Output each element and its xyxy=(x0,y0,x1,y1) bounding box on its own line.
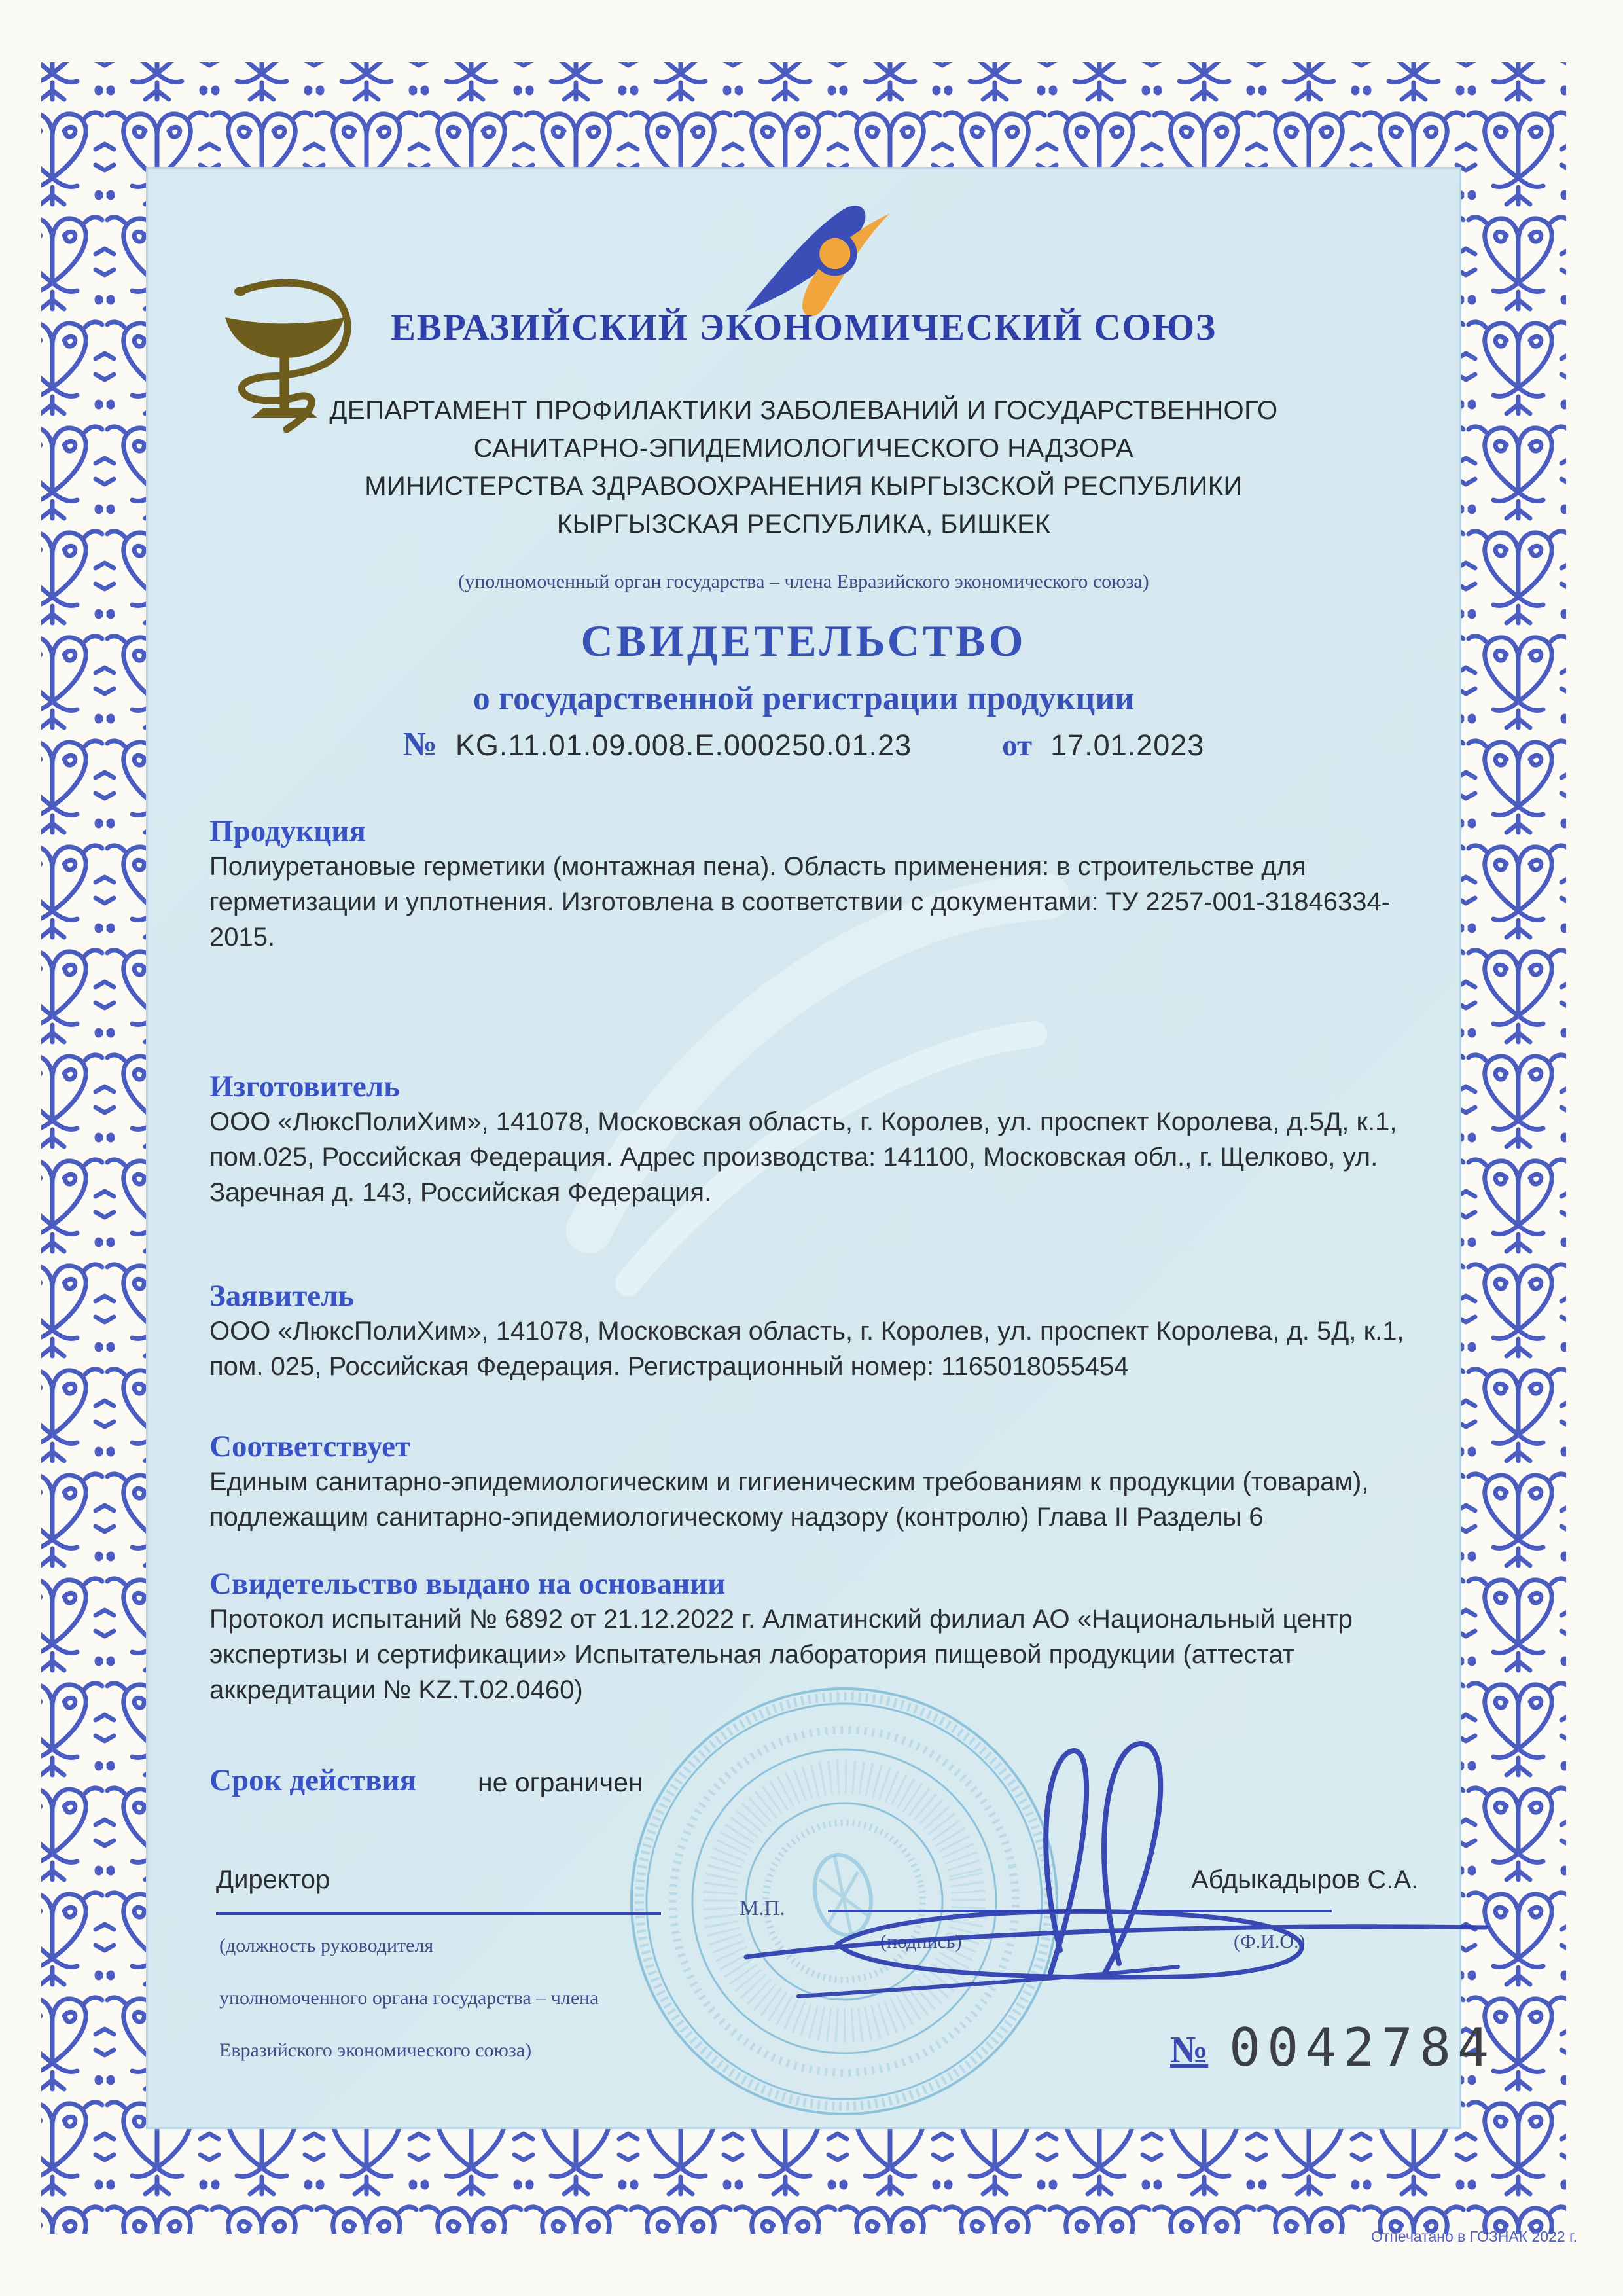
printer-note: Отпечатано в ГОЗНАК 2022 г. xyxy=(1371,2228,1577,2245)
position-note-line: Евразийского экономического союза) xyxy=(219,2039,532,2061)
certificate-date: 17.01.2023 xyxy=(1050,728,1205,762)
section-body: ООО «ЛюксПолиХим», 141078, Московская область, г. Королев, ул. проспект Королева, д. 5Д, к.1, пом. 025, Российская Федерация. Регистрационный номер: 1165018055454 xyxy=(209,1317,1404,1381)
section-heading: Продукция xyxy=(209,814,366,848)
section-compliance xyxy=(209,1429,1450,1535)
section-heading: Соответствует xyxy=(209,1429,411,1463)
section-heading: Свидетельство выдано на основании xyxy=(209,1567,726,1601)
signatory-name: Абдыкадыров С.А. xyxy=(1191,1865,1419,1894)
department-line: КЫРГЫЗСКАЯ РЕСПУБЛИКА, БИШКЕК xyxy=(556,510,1051,539)
number-symbol: № xyxy=(402,726,437,763)
department-line: МИНИСТЕРСТВА ЗДРАВООХРАНЕНИЯ КЫРГЫЗСКОЙ РЕСПУБЛИКИ xyxy=(365,472,1243,501)
section-body: Полиуретановые герметики (монтажная пена). Область применения: в строительстве для герметизации и уплотнения. Изготовлена в соответствии с документами: ТУ 2257-001-31846334-2015. xyxy=(209,852,1391,952)
position-note-line: (должность руководителя xyxy=(219,1935,434,1956)
position-underline xyxy=(216,1912,661,1915)
serial-number: 0042784 xyxy=(1229,2017,1496,2078)
position-note-line: уполномоченного органа государства – члена xyxy=(219,1987,599,2009)
eaeu-logo-icon xyxy=(733,187,897,321)
position-label: Директор xyxy=(216,1865,330,1894)
validity-value: не ограничен xyxy=(478,1767,643,1797)
section-body: ООО «ЛюксПолиХим», 141078, Московская область, г. Королев, ул. проспект Королева, д.5Д, к.1, пом.025, Российская Федерация. Адрес производства: 141100, Московская обл., г. Щелково, ул. Заречная д. 143, Российская Федерация. xyxy=(209,1107,1397,1207)
department-line: САНИТАРНО-ЭПИДЕМИОЛОГИЧЕСКОГО НАДЗОРА xyxy=(473,434,1134,463)
section-basis xyxy=(209,1566,1450,1708)
section-heading: Изготовитель xyxy=(209,1069,400,1103)
certificate-number-row xyxy=(146,725,1461,764)
section-body: Единым санитарно-эпидемиологическим и гигиеническим требованиям к продукции (товарам), подлежащим санитарно-эпидемиологическому надзору (контролю) Глава II Разделы 6 xyxy=(209,1467,1369,1532)
name-note: (Ф.И.О.) xyxy=(1234,1931,1306,1952)
section-product xyxy=(209,814,1450,955)
date-label: от xyxy=(1002,728,1033,762)
section-applicant xyxy=(209,1278,1450,1384)
stamp-place-abbr: М.П. xyxy=(740,1897,785,1920)
certificate-number: KG.11.01.09.008.Е.000250.01.23 xyxy=(455,728,912,762)
department-line: ДЕПАРТАМЕНТ ПРОФИЛАКТИКИ ЗАБОЛЕВАНИЙ И ГОСУДАРСТВЕННОГО xyxy=(329,396,1278,425)
section-heading: Заявитель xyxy=(209,1279,355,1313)
section-body: Протокол испытаний № 6892 от 21.12.2022 г. Алматинский филиал АО «Национальный центр экспертизы и сертификации» Испытательная лаборатория пищевой продукции (аттестат аккредитации № KZ.Т.02.0460) xyxy=(209,1605,1353,1704)
union-title: ЕВРАЗИЙСКИЙ ЭКОНОМИЧЕСКИЙ СОЮЗ xyxy=(390,307,1217,348)
document-subtitle: о государственной регистрации продукции xyxy=(473,680,1135,717)
signature-note: (подпись) xyxy=(880,1931,962,1952)
department-block xyxy=(146,391,1461,543)
serial-symbol: № xyxy=(1170,2028,1209,2071)
section-manufacturer xyxy=(209,1069,1450,1210)
document-title: СВИДЕТЕЛЬСТВО xyxy=(580,616,1027,666)
authority-note: (уполномоченный орган государства – члена Евразийского экономического союза) xyxy=(458,571,1149,592)
signature-autograph xyxy=(720,1715,1505,2003)
validity-label: Срок действия xyxy=(209,1763,416,1797)
